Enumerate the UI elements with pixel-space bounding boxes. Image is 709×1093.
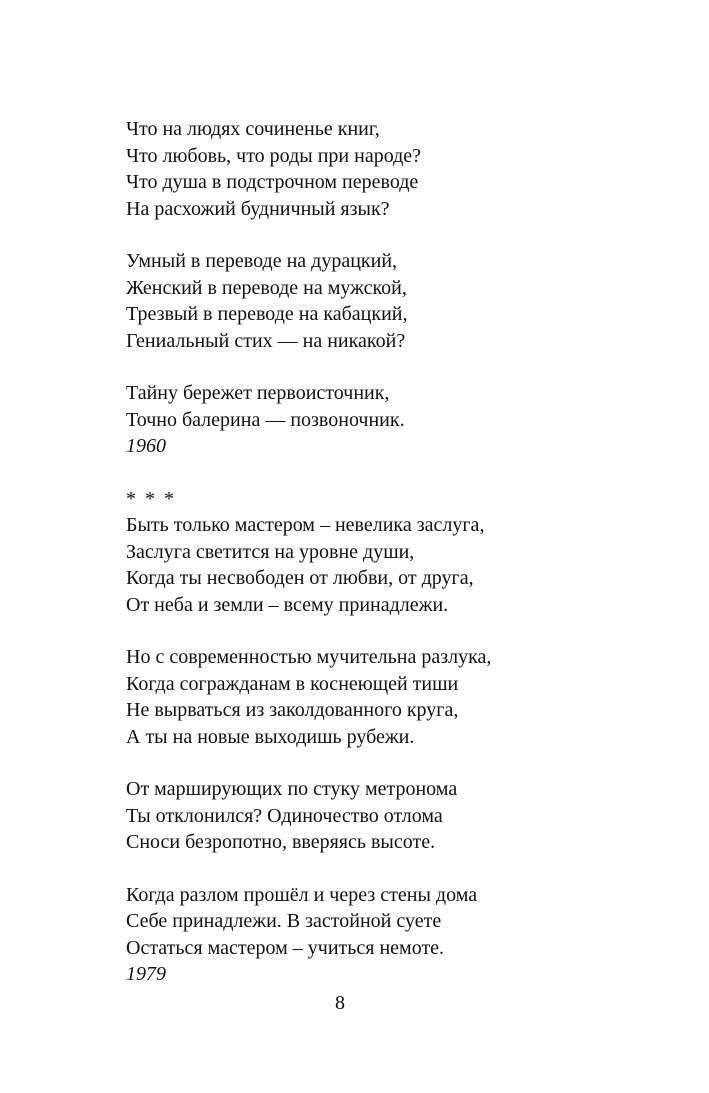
- stanza-gap: [126, 856, 686, 882]
- poem-2-stanza-2: [126, 644, 686, 750]
- verse-line: Точно балерина — позвоночник.: [126, 408, 405, 431]
- stanza-gap: [126, 222, 686, 248]
- poem-2-stanza-3: [126, 776, 686, 856]
- verse-line: Когда согражданам в коснеющей тиши: [126, 672, 459, 695]
- page-text: [126, 116, 686, 988]
- poem-2-date: 1979: [126, 963, 166, 985]
- verse-line: А ты на новые выходишь рубежи.: [126, 725, 415, 748]
- poem-2-stanza-1: [126, 512, 686, 618]
- verse-line: Умный в переводе на дурацкий,: [126, 250, 398, 272]
- poem-2-stanza-4: [126, 882, 686, 988]
- verse-line: Ты отклонился? Одиночество отлома: [126, 804, 443, 827]
- poem-1-stanza-1: [126, 116, 686, 222]
- verse-line: Когда разлом прошёл и через стены дома: [126, 883, 478, 906]
- stanza-gap: [126, 750, 686, 776]
- verse-line: Что на людях сочиненье книг,: [126, 118, 380, 140]
- verse-line: Тайну бережет первоисточник,: [126, 382, 390, 404]
- verse-line: Трезвый в переводе на кабацкий,: [126, 303, 408, 325]
- verse-line: Заслуга светится на уровне души,: [126, 540, 415, 563]
- section-gap: [126, 460, 686, 486]
- verse-line: Не вырваться из заколдованного круга,: [126, 699, 459, 721]
- verse-line: Быть только мастером – невелика заслуга,: [126, 514, 485, 536]
- verse-line: Но с современностью мучительна разлука,: [126, 646, 492, 668]
- verse-line: От марширующих по стуку метронома: [126, 778, 458, 800]
- verse-line: Женский в переводе на мужской,: [126, 276, 407, 299]
- verse-line: От неба и земли – всему принадлежи.: [126, 593, 449, 616]
- verse-line: Сноси безропотно, вверяясь высоте.: [126, 831, 436, 853]
- poem-1: [126, 116, 686, 460]
- verse-line: Что душа в подстрочном переводе: [126, 171, 419, 193]
- stanza-gap: [126, 354, 686, 380]
- verse-line: Гениальный стих — на никакой?: [126, 329, 406, 352]
- page-number: 8: [335, 992, 345, 1014]
- verse-line: Когда ты несвободен от любви, от друга,: [126, 567, 474, 589]
- poem-separator: * * *: [126, 487, 174, 510]
- stanza-gap: [126, 618, 686, 644]
- poem-1-stanza-3: [126, 380, 686, 460]
- verse-line: На расхожий будничный язык?: [126, 197, 390, 220]
- poem-1-stanza-2: [126, 248, 686, 354]
- verse-line: Себе принадлежи. В застойной суете: [126, 910, 442, 932]
- poem-1-date: 1960: [126, 435, 166, 457]
- verse-line: Остаться мастером – учиться немоте.: [126, 936, 445, 959]
- verse-line: Что любовь, что роды при народе?: [126, 144, 422, 167]
- poem-2: [126, 486, 686, 988]
